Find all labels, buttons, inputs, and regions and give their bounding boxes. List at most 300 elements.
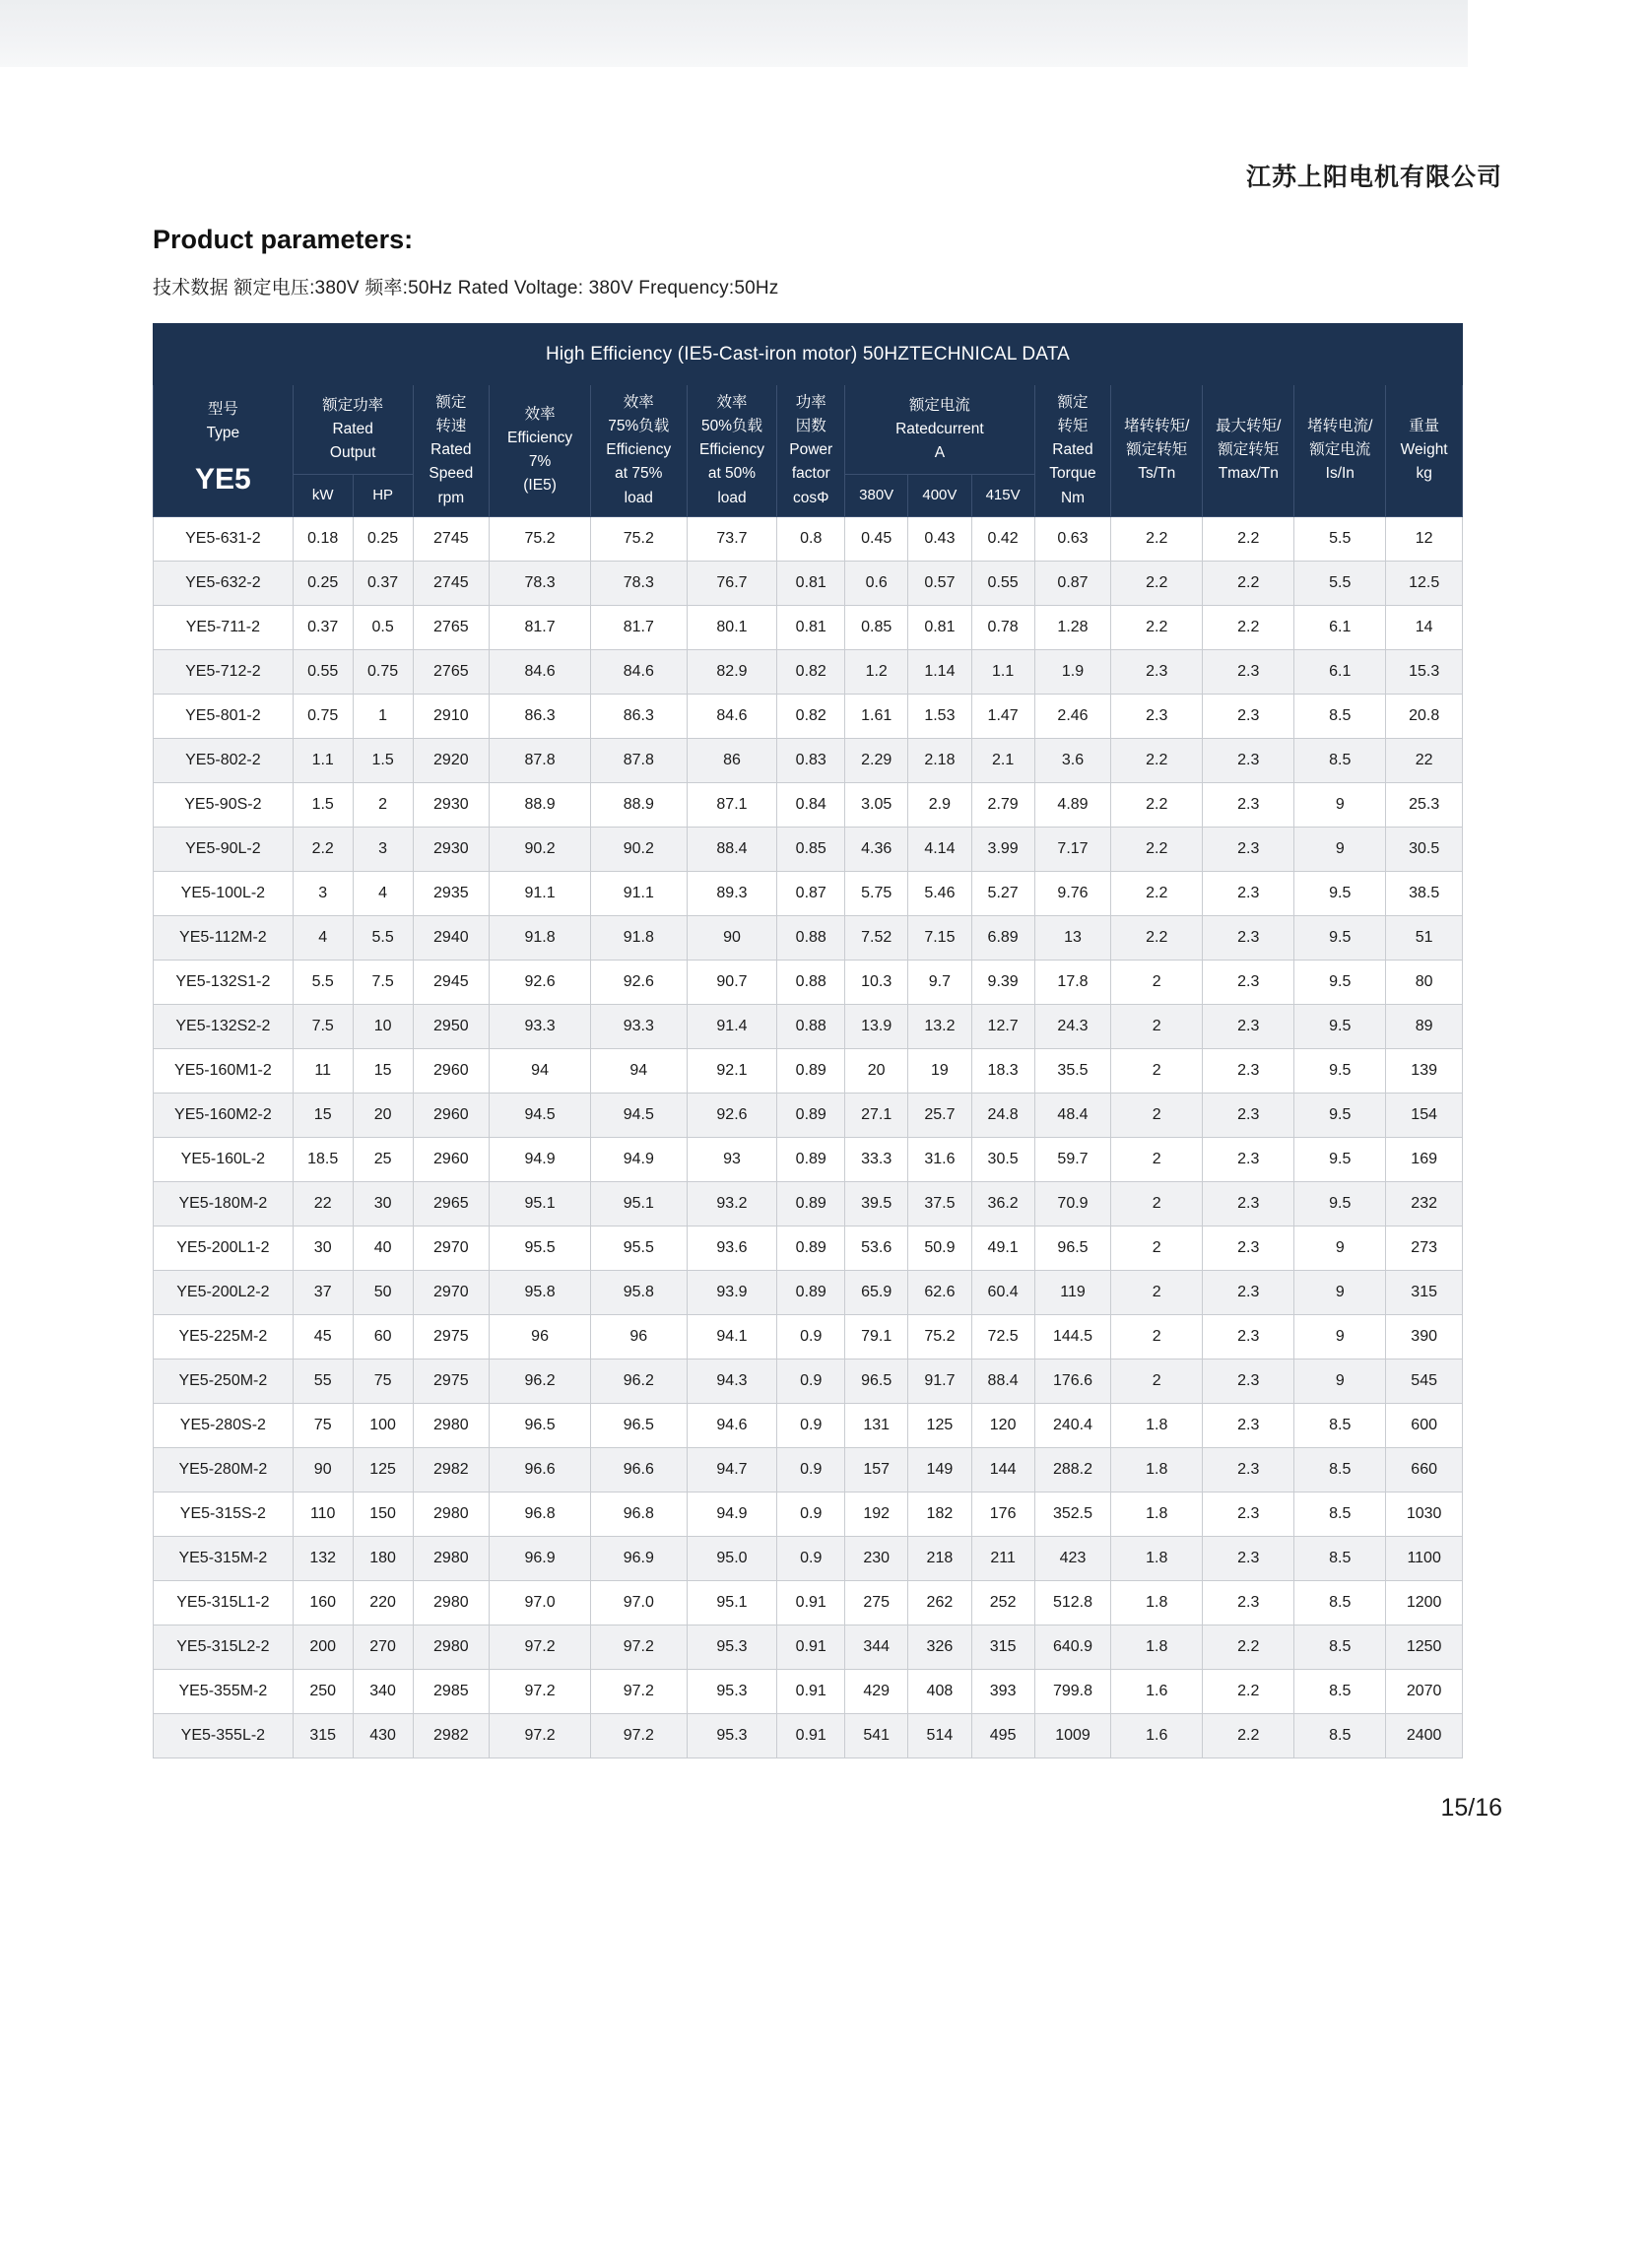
table-cell: 2745 bbox=[413, 516, 490, 561]
table-cell: 60 bbox=[353, 1314, 413, 1359]
table-cell: 75 bbox=[353, 1359, 413, 1403]
table-cell: 93.3 bbox=[490, 1004, 591, 1048]
table-cell: 87.8 bbox=[490, 738, 591, 782]
table-cell: 97.2 bbox=[490, 1669, 591, 1713]
table-cell: 1.6 bbox=[1111, 1669, 1203, 1713]
table-row bbox=[154, 738, 1463, 782]
table-cell: 218 bbox=[908, 1536, 971, 1580]
table-cell: 11 bbox=[293, 1048, 353, 1093]
table-cell: 0.37 bbox=[293, 605, 353, 649]
table-cell: 0.9 bbox=[777, 1447, 845, 1492]
header-pf-en3: cosΦ bbox=[793, 489, 829, 506]
cell-type: YE5-112M-2 bbox=[154, 915, 294, 960]
table-cell: 93.3 bbox=[591, 1004, 687, 1048]
table-cell: 2.3 bbox=[1203, 1314, 1294, 1359]
table-cell: 9.5 bbox=[1294, 871, 1386, 915]
table-cell: 192 bbox=[845, 1492, 908, 1536]
table-cell: 93 bbox=[687, 1137, 777, 1181]
header-current-cn: 额定电流 bbox=[908, 397, 970, 415]
table-cell: 1.8 bbox=[1111, 1625, 1203, 1669]
table-cell: 9.5 bbox=[1294, 1048, 1386, 1093]
table-cell: 95.5 bbox=[490, 1226, 591, 1270]
table-cell: 4.36 bbox=[845, 827, 908, 871]
table-cell: 24.8 bbox=[971, 1093, 1034, 1137]
table-cell: 12.7 bbox=[971, 1004, 1034, 1048]
table-cell: 89.3 bbox=[687, 871, 777, 915]
table-cell: 2982 bbox=[413, 1447, 490, 1492]
cell-type: YE5-280S-2 bbox=[154, 1403, 294, 1447]
table-cell: 2.3 bbox=[1111, 694, 1203, 738]
table-cell: 82.9 bbox=[687, 649, 777, 694]
table-cell: 94 bbox=[490, 1048, 591, 1093]
table-cell: 95.3 bbox=[687, 1713, 777, 1758]
table-cell: 250 bbox=[293, 1669, 353, 1713]
header-speed-cn2: 转速 bbox=[435, 418, 467, 435]
header-tmaxtn-cn: 最大转矩/ bbox=[1216, 418, 1282, 435]
table-cell: 75.2 bbox=[490, 516, 591, 561]
table-cell: 2.3 bbox=[1203, 915, 1294, 960]
table-cell: 95.5 bbox=[591, 1226, 687, 1270]
header-eff75-cn: 效率 bbox=[623, 394, 654, 412]
table-cell: 0.57 bbox=[908, 561, 971, 605]
table-cell: 5.5 bbox=[1294, 516, 1386, 561]
table-cell: 315 bbox=[293, 1713, 353, 1758]
table-cell: 2.2 bbox=[1111, 915, 1203, 960]
table-cell: 39.5 bbox=[845, 1181, 908, 1226]
table-cell: 9.39 bbox=[971, 960, 1034, 1004]
table-cell: 0.55 bbox=[971, 561, 1034, 605]
table-cell: 72.5 bbox=[971, 1314, 1034, 1359]
table-cell: 660 bbox=[1386, 1447, 1463, 1492]
table-cell: 37.5 bbox=[908, 1181, 971, 1226]
header-eff50-en3: load bbox=[717, 489, 747, 506]
table-cell: 40 bbox=[353, 1226, 413, 1270]
cell-type: YE5-632-2 bbox=[154, 561, 294, 605]
table-cell: 4.14 bbox=[908, 827, 971, 871]
table-banner-row bbox=[154, 324, 1463, 385]
table-cell: 0.25 bbox=[353, 516, 413, 561]
table-row bbox=[154, 1226, 1463, 1270]
table-cell: 2 bbox=[1111, 960, 1203, 1004]
table-cell: 25.7 bbox=[908, 1093, 971, 1137]
table-cell: 2930 bbox=[413, 782, 490, 827]
table-row bbox=[154, 1093, 1463, 1137]
table-cell: 0.55 bbox=[293, 649, 353, 694]
table-cell: 2 bbox=[353, 782, 413, 827]
table-cell: 2.2 bbox=[1203, 561, 1294, 605]
cell-type: YE5-355M-2 bbox=[154, 1669, 294, 1713]
table-cell: 0.83 bbox=[777, 738, 845, 782]
table-row bbox=[154, 605, 1463, 649]
table-cell: 50.9 bbox=[908, 1226, 971, 1270]
table-cell: 273 bbox=[1386, 1226, 1463, 1270]
table-cell: 80.1 bbox=[687, 605, 777, 649]
cell-type: YE5-801-2 bbox=[154, 694, 294, 738]
table-cell: 18.5 bbox=[293, 1137, 353, 1181]
table-cell: 30.5 bbox=[1386, 827, 1463, 871]
table-cell: 9 bbox=[1294, 1226, 1386, 1270]
table-cell: 8.5 bbox=[1294, 1669, 1386, 1713]
table-cell: 2930 bbox=[413, 827, 490, 871]
table-cell: 1.5 bbox=[353, 738, 413, 782]
table-cell: 8.5 bbox=[1294, 1713, 1386, 1758]
table-cell: 97.2 bbox=[490, 1625, 591, 1669]
table-cell: 9.5 bbox=[1294, 915, 1386, 960]
table-cell: 0.45 bbox=[845, 516, 908, 561]
table-cell: 315 bbox=[971, 1625, 1034, 1669]
company-name: 江苏上阳电机有限公司 bbox=[1245, 164, 1502, 191]
table-cell: 1.47 bbox=[971, 694, 1034, 738]
table-row bbox=[154, 1713, 1463, 1758]
table-cell: 3 bbox=[293, 871, 353, 915]
table-cell: 0.81 bbox=[777, 605, 845, 649]
table-cell: 1.8 bbox=[1111, 1580, 1203, 1625]
table-cell: 0.25 bbox=[293, 561, 353, 605]
table-row bbox=[154, 649, 1463, 694]
header-eff75-en2: at 75% bbox=[615, 465, 663, 483]
table-cell: 2 bbox=[1111, 1181, 1203, 1226]
table-cell: 600 bbox=[1386, 1403, 1463, 1447]
table-cell: 640.9 bbox=[1034, 1625, 1111, 1669]
table-cell: 38.5 bbox=[1386, 871, 1463, 915]
table-cell: 97.0 bbox=[591, 1580, 687, 1625]
table-cell: 17.8 bbox=[1034, 960, 1111, 1004]
table-cell: 2.2 bbox=[1111, 738, 1203, 782]
table-cell: 2.3 bbox=[1203, 1048, 1294, 1093]
table-cell: 2.3 bbox=[1203, 1536, 1294, 1580]
table-cell: 5.5 bbox=[293, 960, 353, 1004]
table-cell: 88.9 bbox=[490, 782, 591, 827]
table-cell: 94.1 bbox=[687, 1314, 777, 1359]
table-cell: 2950 bbox=[413, 1004, 490, 1048]
table-cell: 2980 bbox=[413, 1492, 490, 1536]
table-cell: 91.8 bbox=[490, 915, 591, 960]
table-cell: 92.6 bbox=[490, 960, 591, 1004]
table-cell: 8.5 bbox=[1294, 1580, 1386, 1625]
table-cell: 0.6 bbox=[845, 561, 908, 605]
table-cell: 2 bbox=[1111, 1314, 1203, 1359]
table-cell: 95.1 bbox=[490, 1181, 591, 1226]
table-cell: 96.5 bbox=[591, 1403, 687, 1447]
header-tstn-cn: 堵转转矩/ bbox=[1124, 418, 1190, 435]
table-cell: 86.3 bbox=[490, 694, 591, 738]
table-cell: 94.9 bbox=[687, 1492, 777, 1536]
table-row bbox=[154, 1314, 1463, 1359]
table-cell: 37 bbox=[293, 1270, 353, 1314]
table-cell: 90 bbox=[293, 1447, 353, 1492]
table-cell: 90.2 bbox=[591, 827, 687, 871]
table-cell: 9.5 bbox=[1294, 960, 1386, 1004]
table-cell: 97.2 bbox=[591, 1713, 687, 1758]
table-cell: 2985 bbox=[413, 1669, 490, 1713]
table-cell: 48.4 bbox=[1034, 1093, 1111, 1137]
table-cell: 86 bbox=[687, 738, 777, 782]
header-type-cn: 型号 bbox=[207, 401, 238, 419]
table-cell: 53.6 bbox=[845, 1226, 908, 1270]
table-cell: 9.5 bbox=[1294, 1004, 1386, 1048]
table-cell: 5.75 bbox=[845, 871, 908, 915]
table-cell: 30 bbox=[293, 1226, 353, 1270]
table-cell: 6.1 bbox=[1294, 649, 1386, 694]
table-row bbox=[154, 1270, 1463, 1314]
table-row bbox=[154, 1004, 1463, 1048]
table-cell: 0.91 bbox=[777, 1625, 845, 1669]
table-cell: 1.61 bbox=[845, 694, 908, 738]
cell-type: YE5-160M1-2 bbox=[154, 1048, 294, 1093]
table-cell: 96.5 bbox=[1034, 1226, 1111, 1270]
table-cell: 94.9 bbox=[591, 1137, 687, 1181]
header-speed bbox=[413, 385, 490, 516]
table-cell: 8.5 bbox=[1294, 1447, 1386, 1492]
table-cell: 30 bbox=[353, 1181, 413, 1226]
table-cell: 10 bbox=[353, 1004, 413, 1048]
table-cell: 0.42 bbox=[971, 516, 1034, 561]
cell-type: YE5-180M-2 bbox=[154, 1181, 294, 1226]
header-tmaxtn-en: Tmax/Tn bbox=[1218, 465, 1279, 483]
table-cell: 2.3 bbox=[1203, 1270, 1294, 1314]
table-cell: 344 bbox=[845, 1625, 908, 1669]
table-cell: 8.5 bbox=[1294, 1403, 1386, 1447]
table-cell: 2745 bbox=[413, 561, 490, 605]
header-tstn-en: Ts/Tn bbox=[1138, 465, 1176, 483]
cell-type: YE5-160M2-2 bbox=[154, 1093, 294, 1137]
table-cell: 160 bbox=[293, 1580, 353, 1625]
header-output-en: Rated bbox=[332, 421, 373, 438]
table-cell: 33.3 bbox=[845, 1137, 908, 1181]
table-cell: 0.87 bbox=[1034, 561, 1111, 605]
header-current-415v: 415V bbox=[971, 474, 1034, 516]
table-cell: 15.3 bbox=[1386, 649, 1463, 694]
table-cell: 2.2 bbox=[1203, 1669, 1294, 1713]
table-body bbox=[154, 516, 1463, 1758]
table-cell: 95.1 bbox=[591, 1181, 687, 1226]
table-cell: 96 bbox=[591, 1314, 687, 1359]
table-cell: 0.5 bbox=[353, 605, 413, 649]
table-cell: 0.9 bbox=[777, 1359, 845, 1403]
table-row bbox=[154, 782, 1463, 827]
table-cell: 73.7 bbox=[687, 516, 777, 561]
table-cell: 91.8 bbox=[591, 915, 687, 960]
table-cell: 232 bbox=[1386, 1181, 1463, 1226]
table-cell: 150 bbox=[353, 1492, 413, 1536]
table-cell: 2.3 bbox=[1203, 782, 1294, 827]
table-cell: 65.9 bbox=[845, 1270, 908, 1314]
table-cell: 0.81 bbox=[777, 561, 845, 605]
header-pf-cn2: 因数 bbox=[795, 418, 826, 435]
table-cell: 2.2 bbox=[1111, 827, 1203, 871]
table-cell: 55 bbox=[293, 1359, 353, 1403]
table-cell: 408 bbox=[908, 1669, 971, 1713]
table-cell: 59.7 bbox=[1034, 1137, 1111, 1181]
header-eff50-en: Efficiency bbox=[698, 441, 764, 459]
table-cell: 0.89 bbox=[777, 1270, 845, 1314]
header-eff75-en3: load bbox=[624, 489, 653, 506]
table-cell: 75.2 bbox=[591, 516, 687, 561]
table-cell: 288.2 bbox=[1034, 1447, 1111, 1492]
table-cell: 2.2 bbox=[1111, 561, 1203, 605]
table-cell: 211 bbox=[971, 1536, 1034, 1580]
table-row bbox=[154, 516, 1463, 561]
table-cell: 262 bbox=[908, 1580, 971, 1625]
header-eff50-cn2: 50%负载 bbox=[700, 418, 762, 435]
table-cell: 80 bbox=[1386, 960, 1463, 1004]
cell-type: YE5-355L-2 bbox=[154, 1713, 294, 1758]
header-eff75-en: Efficiency bbox=[606, 441, 672, 459]
table-cell: 87.8 bbox=[591, 738, 687, 782]
header-speed-en2: Speed bbox=[429, 465, 474, 483]
cell-type: YE5-132S1-2 bbox=[154, 960, 294, 1004]
table-cell: 88.4 bbox=[971, 1359, 1034, 1403]
table-cell: 220 bbox=[353, 1580, 413, 1625]
table-cell: 94.3 bbox=[687, 1359, 777, 1403]
cell-type: YE5-225M-2 bbox=[154, 1314, 294, 1359]
table-cell: 0.75 bbox=[353, 649, 413, 694]
table-cell: 2.3 bbox=[1203, 871, 1294, 915]
table-cell: 1 bbox=[353, 694, 413, 738]
cell-type: YE5-280M-2 bbox=[154, 1447, 294, 1492]
table-cell: 139 bbox=[1386, 1048, 1463, 1093]
table-cell: 0.81 bbox=[908, 605, 971, 649]
table-cell: 9 bbox=[1294, 1359, 1386, 1403]
table-cell: 20 bbox=[353, 1093, 413, 1137]
table-cell: 2.3 bbox=[1203, 1093, 1294, 1137]
table-row bbox=[154, 694, 1463, 738]
table-cell: 2982 bbox=[413, 1713, 490, 1758]
table-cell: 2940 bbox=[413, 915, 490, 960]
header-efficiency-75 bbox=[591, 385, 687, 516]
table-cell: 20.8 bbox=[1386, 694, 1463, 738]
header-efficiency-50 bbox=[687, 385, 777, 516]
table-cell: 90.2 bbox=[490, 827, 591, 871]
cell-type: YE5-160L-2 bbox=[154, 1137, 294, 1181]
table-cell: 13.9 bbox=[845, 1004, 908, 1048]
table-cell: 0.91 bbox=[777, 1580, 845, 1625]
table-cell: 326 bbox=[908, 1625, 971, 1669]
table-cell: 2.29 bbox=[845, 738, 908, 782]
table-cell: 24.3 bbox=[1034, 1004, 1111, 1048]
table-cell: 92.6 bbox=[687, 1093, 777, 1137]
table-cell: 0.75 bbox=[293, 694, 353, 738]
table-cell: 5.5 bbox=[353, 915, 413, 960]
table-cell: 4 bbox=[353, 871, 413, 915]
table-cell: 93.9 bbox=[687, 1270, 777, 1314]
table-row bbox=[154, 1447, 1463, 1492]
table-cell: 1.1 bbox=[971, 649, 1034, 694]
table-cell: 15 bbox=[353, 1048, 413, 1093]
table-cell: 1.8 bbox=[1111, 1536, 1203, 1580]
header-pf-en: Power bbox=[789, 441, 833, 459]
table-cell: 2.3 bbox=[1203, 738, 1294, 782]
page-number: 15/16 bbox=[1440, 1793, 1502, 1822]
table-cell: 2400 bbox=[1386, 1713, 1463, 1758]
table-cell: 2.18 bbox=[908, 738, 971, 782]
table-cell: 78.3 bbox=[490, 561, 591, 605]
table-cell: 94.5 bbox=[490, 1093, 591, 1137]
table-cell: 2070 bbox=[1386, 1669, 1463, 1713]
header-tmaxtn-cn2: 额定转矩 bbox=[1218, 441, 1280, 459]
table-cell: 9.76 bbox=[1034, 871, 1111, 915]
cell-type: YE5-200L2-2 bbox=[154, 1270, 294, 1314]
table-cell: 1.1 bbox=[293, 738, 353, 782]
header-power-factor bbox=[777, 385, 845, 516]
table-cell: 0.85 bbox=[777, 827, 845, 871]
table-row bbox=[154, 561, 1463, 605]
table-cell: 1.28 bbox=[1034, 605, 1111, 649]
table-cell: 96.8 bbox=[591, 1492, 687, 1536]
cell-type: YE5-100L-2 bbox=[154, 871, 294, 915]
table-cell: 94.5 bbox=[591, 1093, 687, 1137]
table-cell: 180 bbox=[353, 1536, 413, 1580]
cell-type: YE5-712-2 bbox=[154, 649, 294, 694]
header-is-in bbox=[1294, 385, 1386, 516]
table-cell: 93.2 bbox=[687, 1181, 777, 1226]
table-cell: 132 bbox=[293, 1536, 353, 1580]
table-cell: 0.89 bbox=[777, 1048, 845, 1093]
header-pf-cn: 功率 bbox=[795, 394, 826, 412]
table-cell: 2.2 bbox=[1203, 516, 1294, 561]
table-cell: 19 bbox=[908, 1048, 971, 1093]
table-cell: 75 bbox=[293, 1403, 353, 1447]
table-cell: 1009 bbox=[1034, 1713, 1111, 1758]
table-cell: 2980 bbox=[413, 1536, 490, 1580]
table-cell: 93.6 bbox=[687, 1226, 777, 1270]
table-cell: 25.3 bbox=[1386, 782, 1463, 827]
table-cell: 390 bbox=[1386, 1314, 1463, 1359]
table-cell: 5.5 bbox=[1294, 561, 1386, 605]
table-cell: 95.8 bbox=[591, 1270, 687, 1314]
table-cell: 90.7 bbox=[687, 960, 777, 1004]
table-cell: 5.27 bbox=[971, 871, 1034, 915]
table-cell: 2.3 bbox=[1203, 1137, 1294, 1181]
table-cell: 514 bbox=[908, 1713, 971, 1758]
table-cell: 2.3 bbox=[1203, 1181, 1294, 1226]
table-cell: 81.7 bbox=[490, 605, 591, 649]
table-row bbox=[154, 1359, 1463, 1403]
table-cell: 4.89 bbox=[1034, 782, 1111, 827]
table-cell: 2960 bbox=[413, 1137, 490, 1181]
header-rated-torque bbox=[1034, 385, 1111, 516]
table-cell: 22 bbox=[293, 1181, 353, 1226]
table-cell: 20 bbox=[845, 1048, 908, 1093]
table-cell: 35.5 bbox=[1034, 1048, 1111, 1093]
table-cell: 10.3 bbox=[845, 960, 908, 1004]
header-speed-unit: rpm bbox=[437, 489, 465, 506]
table-cell: 1.5 bbox=[293, 782, 353, 827]
cell-type: YE5-315L2-2 bbox=[154, 1625, 294, 1669]
table-cell: 799.8 bbox=[1034, 1669, 1111, 1713]
header-isin-cn: 堵转电流/ bbox=[1307, 418, 1373, 435]
table-cell: 0.88 bbox=[777, 915, 845, 960]
table-cell: 97.2 bbox=[591, 1625, 687, 1669]
table-cell: 96.5 bbox=[490, 1403, 591, 1447]
table-cell: 91.1 bbox=[591, 871, 687, 915]
table-cell: 51 bbox=[1386, 915, 1463, 960]
table-cell: 2.3 bbox=[1203, 694, 1294, 738]
header-torque-cn: 额定 bbox=[1057, 394, 1089, 412]
table-cell: 2.2 bbox=[1111, 605, 1203, 649]
table-cell: 1030 bbox=[1386, 1492, 1463, 1536]
table-cell: 25 bbox=[353, 1137, 413, 1181]
header-isin-en: Is/In bbox=[1325, 465, 1355, 483]
table-cell: 5.46 bbox=[908, 871, 971, 915]
table-cell: 88.4 bbox=[687, 827, 777, 871]
table-cell: 97.2 bbox=[591, 1669, 687, 1713]
table-row bbox=[154, 1580, 1463, 1625]
table-cell: 3.6 bbox=[1034, 738, 1111, 782]
table-row bbox=[154, 960, 1463, 1004]
header-ts-tn bbox=[1111, 385, 1203, 516]
table-cell: 87.1 bbox=[687, 782, 777, 827]
